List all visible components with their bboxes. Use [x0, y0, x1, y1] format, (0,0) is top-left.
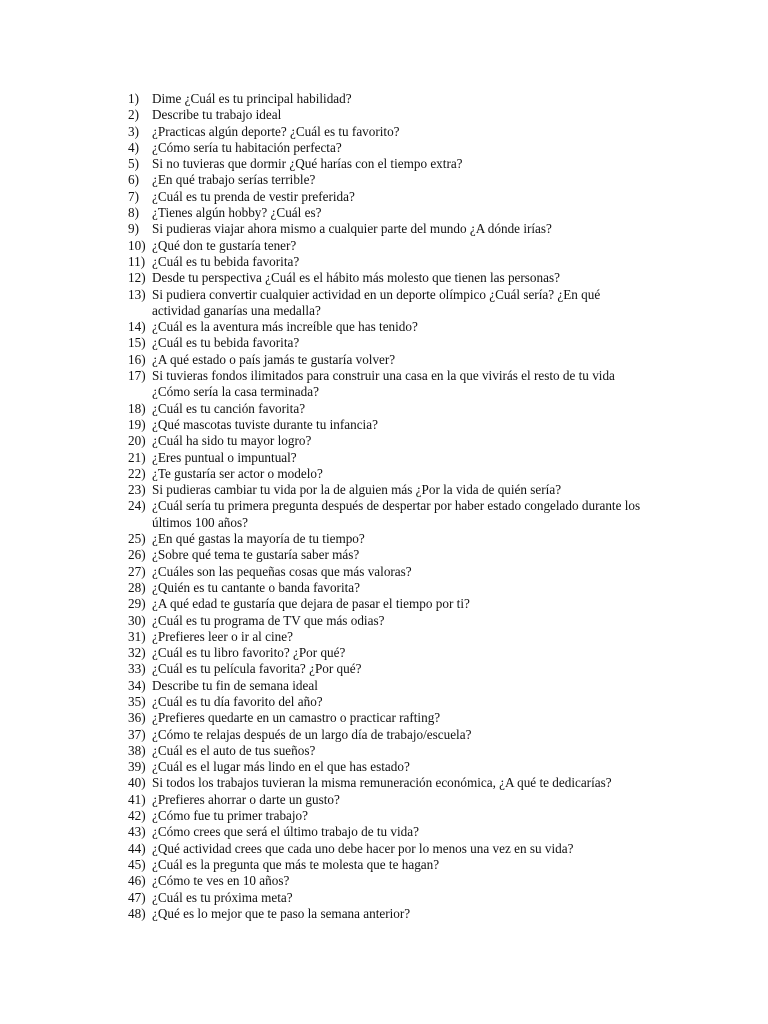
question-list	[128, 91, 728, 922]
question-item	[128, 710, 728, 726]
question-number: 35)	[128, 693, 146, 709]
question-number: 2)	[128, 107, 139, 123]
question-number: 5)	[128, 156, 139, 172]
question-text: Describe tu trabajo ideal	[152, 107, 282, 123]
question-number: 24)	[128, 498, 146, 514]
question-text: ¿Tienes algún hobby? ¿Cuál es?	[152, 205, 322, 221]
question-number: 31)	[128, 628, 146, 644]
question-number: 45)	[128, 856, 146, 872]
question-text: ¿Cuál es la pregunta que más te molesta que te hagan?	[152, 856, 440, 872]
question-number: 3)	[128, 123, 139, 139]
question-number: 25)	[128, 531, 146, 547]
question-text: ¿Eres puntual o impuntual?	[152, 449, 297, 465]
question-number: 28)	[128, 579, 146, 595]
question-number: 18)	[128, 400, 146, 416]
question-text: ¿Cuál es la aventura más increíble que has tenido?	[152, 319, 418, 335]
question-item	[128, 287, 728, 320]
question-text: ¿Cuál es tu bebida favorita?	[152, 253, 300, 269]
question-text: ¿Cuál sería tu primera pregunta después de despertar por haber estado congelado durante los últimos 100 años?	[152, 498, 641, 530]
question-item	[128, 906, 728, 922]
question-number: 12)	[128, 270, 146, 286]
question-number: 32)	[128, 645, 146, 661]
question-item	[128, 824, 728, 840]
question-text: ¿Cuál es tu prenda de vestir preferida?	[152, 188, 355, 204]
question-text: Si pudieras cambiar tu vida por la de alguien más ¿Por la vida de quién sería?	[152, 482, 562, 498]
question-item	[128, 727, 728, 743]
question-item	[128, 140, 728, 156]
question-text: ¿Quién es tu cantante o banda favorita?	[152, 579, 360, 595]
question-item	[128, 629, 728, 645]
question-item	[128, 124, 728, 140]
question-text: ¿Prefieres leer o ir al cine?	[152, 628, 293, 644]
question-item	[128, 743, 728, 759]
question-item	[128, 596, 728, 612]
question-item	[128, 645, 728, 661]
question-text: ¿Prefieres ahorrar o darte un gusto?	[152, 791, 340, 807]
question-text: ¿Prefieres quedarte en un camastro o practicar rafting?	[152, 710, 441, 726]
question-number: 13)	[128, 286, 146, 302]
question-text: ¿Qué es lo mejor que te paso la semana anterior?	[152, 905, 411, 921]
question-number: 23)	[128, 482, 146, 498]
question-text: ¿Cuál es el lugar más lindo en el que has estado?	[152, 759, 410, 775]
question-text: ¿A qué estado o país jamás te gustaría volver?	[152, 351, 396, 367]
question-text: ¿Cuál es tu libro favorito? ¿Por qué?	[152, 645, 346, 661]
question-number: 47)	[128, 889, 146, 905]
question-item	[128, 547, 728, 563]
question-item	[128, 890, 728, 906]
question-number: 1)	[128, 91, 139, 106]
question-text: ¿Cómo crees que será el último trabajo de tu vida?	[152, 824, 419, 840]
question-item	[128, 759, 728, 775]
question-text: Si pudiera convertir cualquier actividad en un deporte olímpico ¿Cuál sería? ¿En qué actividad ganarías una medalla?	[152, 286, 601, 318]
question-number: 19)	[128, 416, 146, 432]
question-number: 44)	[128, 840, 146, 856]
question-number: 46)	[128, 873, 146, 889]
question-item	[128, 694, 728, 710]
question-item	[128, 792, 728, 808]
question-number: 26)	[128, 547, 146, 563]
question-item	[128, 873, 728, 889]
question-text: Dime ¿Cuál es tu principal habilidad?	[152, 91, 352, 106]
question-number: 43)	[128, 824, 146, 840]
question-item	[128, 808, 728, 824]
question-item	[128, 417, 728, 433]
question-text: ¿Cuál es tu próxima meta?	[152, 889, 293, 905]
question-text: ¿Cuál es tu programa de TV que más odias?	[152, 612, 385, 628]
question-text: ¿Cuál es el auto de tus sueños?	[152, 742, 316, 758]
question-text: ¿Qué mascotas tuviste durante tu infancia?	[152, 416, 378, 432]
question-item	[128, 401, 728, 417]
question-item	[128, 205, 728, 221]
question-number: 7)	[128, 188, 139, 204]
question-text: ¿En qué trabajo serías terrible?	[152, 172, 316, 188]
question-number: 36)	[128, 710, 146, 726]
question-text: ¿Cómo sería tu habitación perfecta?	[152, 139, 342, 155]
question-text: Si no tuvieras que dormir ¿Qué harías con el tiempo extra?	[152, 156, 463, 172]
question-item	[128, 368, 728, 401]
question-item	[128, 841, 728, 857]
question-text: ¿Cuál es tu día favorito del año?	[152, 693, 323, 709]
question-number: 20)	[128, 433, 146, 449]
question-number: 4)	[128, 139, 139, 155]
question-text: ¿Cómo fue tu primer trabajo?	[152, 808, 308, 824]
question-item	[128, 531, 728, 547]
question-number: 39)	[128, 759, 146, 775]
question-number: 14)	[128, 319, 146, 335]
question-text: ¿Cuáles son las pequeñas cosas que más valoras?	[152, 563, 412, 579]
question-text: ¿Practicas algún deporte? ¿Cuál es tu favorito?	[152, 123, 400, 139]
question-item	[128, 156, 728, 172]
question-text: ¿Sobre qué tema te gustaría saber más?	[152, 547, 360, 563]
question-item	[128, 91, 728, 107]
question-text: Si todos los trabajos tuvieran la misma remuneración económica, ¿A qué te dedicarías?	[152, 775, 612, 791]
question-number: 37)	[128, 726, 146, 742]
question-item	[128, 107, 728, 123]
question-item	[128, 678, 728, 694]
question-number: 10)	[128, 237, 146, 253]
question-text: ¿Cómo te ves en 10 años?	[152, 873, 290, 889]
question-number: 27)	[128, 563, 146, 579]
question-item	[128, 254, 728, 270]
question-number: 34)	[128, 677, 146, 693]
question-item	[128, 613, 728, 629]
question-item	[128, 482, 728, 498]
question-item	[128, 270, 728, 286]
question-number: 16)	[128, 351, 146, 367]
question-number: 21)	[128, 449, 146, 465]
question-item	[128, 580, 728, 596]
question-item	[128, 238, 728, 254]
question-number: 8)	[128, 205, 139, 221]
question-text: ¿Cuál es tu película favorita? ¿Por qué?	[152, 661, 362, 677]
question-number: 42)	[128, 808, 146, 824]
question-text: ¿Qué don te gustaría tener?	[152, 237, 297, 253]
question-item	[128, 498, 728, 531]
question-item	[128, 319, 728, 335]
question-item	[128, 433, 728, 449]
question-item	[128, 661, 728, 677]
question-number: 11)	[128, 253, 146, 269]
question-item	[128, 189, 728, 205]
question-text: ¿Cómo te relajas después de un largo día de trabajo/escuela?	[152, 726, 472, 742]
question-text: ¿Cuál ha sido tu mayor logro?	[152, 433, 312, 449]
question-number: 22)	[128, 465, 146, 481]
question-item	[128, 450, 728, 466]
question-item	[128, 857, 728, 873]
question-number: 41)	[128, 791, 146, 807]
question-item	[128, 221, 728, 237]
question-item	[128, 775, 728, 791]
question-number: 40)	[128, 775, 146, 791]
question-number: 30)	[128, 612, 146, 628]
question-item	[128, 466, 728, 482]
question-number: 6)	[128, 172, 139, 188]
question-text: ¿Qué actividad crees que cada uno debe hacer por lo menos una vez en su vida?	[152, 840, 574, 856]
question-item	[128, 335, 728, 351]
question-text: ¿A qué edad te gustaría que dejara de pasar el tiempo por ti?	[152, 596, 470, 612]
question-item	[128, 564, 728, 580]
question-number: 9)	[128, 221, 139, 237]
question-text: Describe tu fin de semana ideal	[152, 677, 318, 693]
question-number: 33)	[128, 661, 146, 677]
question-number: 38)	[128, 742, 146, 758]
question-item	[128, 352, 728, 368]
question-text: Si tuvieras fondos ilimitados para construir una casa en la que vivirás el resto de tu vida ¿Cómo sería la casa terminada?	[152, 368, 615, 400]
question-text: ¿Cuál es tu canción favorita?	[152, 400, 306, 416]
question-number: 15)	[128, 335, 146, 351]
question-text: Desde tu perspectiva ¿Cuál es el hábito más molesto que tienen las personas?	[152, 270, 560, 286]
question-number: 29)	[128, 596, 146, 612]
question-text: Si pudieras viajar ahora mismo a cualquier parte del mundo ¿A dónde irías?	[152, 221, 552, 237]
question-number: 48)	[128, 905, 146, 921]
question-text: ¿Te gustaría ser actor o modelo?	[152, 465, 323, 481]
question-text: ¿Cuál es tu bebida favorita?	[152, 335, 300, 351]
question-text: ¿En qué gastas la mayoría de tu tiempo?	[152, 531, 365, 547]
question-item	[128, 172, 728, 188]
question-number: 17)	[128, 368, 146, 384]
